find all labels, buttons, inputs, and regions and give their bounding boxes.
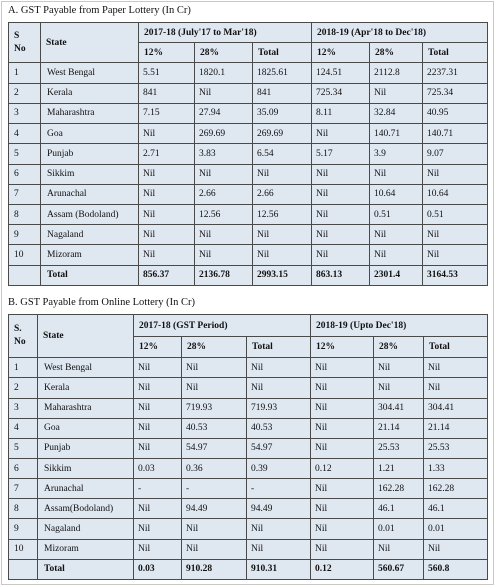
- subheader-4: 12%: [312, 43, 370, 63]
- row-value: 3.9: [370, 144, 423, 164]
- total-value: 910.31: [247, 559, 311, 579]
- subheader-2: 28%: [195, 43, 253, 63]
- row-value: Nil: [311, 499, 374, 519]
- row-value: 46.1: [424, 499, 488, 519]
- row-sno: 8: [9, 204, 41, 224]
- table-row: [9, 164, 488, 184]
- row-state: Maharashtra: [38, 398, 134, 418]
- row-state: West Bengal: [41, 63, 139, 83]
- total-value: 560.67: [374, 559, 424, 579]
- row-value: Nil: [195, 83, 253, 103]
- row-value: Nil: [139, 204, 195, 224]
- row-state: West Bengal: [38, 358, 134, 378]
- row-value: 719.93: [182, 398, 247, 418]
- row-value: 12.56: [195, 204, 253, 224]
- row-value: 841: [253, 83, 312, 103]
- row-value: 5.51: [139, 63, 195, 83]
- total-value: 856.37: [139, 265, 195, 285]
- row-sno: 7: [9, 479, 38, 499]
- table-row: [9, 204, 488, 224]
- row-value: Nil: [195, 164, 253, 184]
- table-row: [9, 184, 488, 204]
- row-value: 124.51: [312, 63, 370, 83]
- row-value: 0.01: [374, 519, 424, 539]
- table-row: [9, 378, 488, 398]
- table-row: [9, 83, 488, 103]
- row-value: Nil: [134, 398, 182, 418]
- row-value: Nil: [374, 539, 424, 559]
- total-value: 863.13: [312, 265, 370, 285]
- row-value: Nil: [311, 378, 374, 398]
- row-state: Arunachal: [38, 479, 134, 499]
- row-state: Nagaland: [41, 225, 139, 245]
- row-value: 8.11: [312, 103, 370, 123]
- total-row: [9, 559, 488, 579]
- row-state: Maharashtra: [41, 103, 139, 123]
- row-value: Nil: [195, 225, 253, 245]
- row-sno: 10: [9, 245, 41, 265]
- total-value: 2301.4: [370, 265, 423, 285]
- row-value: Nil: [423, 245, 488, 265]
- table-row: [9, 245, 488, 265]
- row-value: 25.53: [374, 438, 424, 458]
- sno-header: S. No: [9, 315, 38, 358]
- row-value: Nil: [139, 245, 195, 265]
- row-value: 3.83: [195, 144, 253, 164]
- row-value: 2237.31: [423, 63, 488, 83]
- row-state: Arunachal: [41, 184, 139, 204]
- subheader-1: 12%: [139, 43, 195, 63]
- row-sno: 3: [9, 103, 41, 123]
- row-value: Nil: [374, 358, 424, 378]
- row-value: 94.49: [247, 499, 311, 519]
- row-sno: 1: [9, 358, 38, 378]
- total-label: Total: [41, 265, 139, 285]
- row-value: Nil: [134, 438, 182, 458]
- row-value: Nil: [195, 245, 253, 265]
- row-value: 0.51: [423, 204, 488, 224]
- row-state: Mizoram: [38, 539, 134, 559]
- row-value: 2112.8: [370, 63, 423, 83]
- subheader-4: 12%: [311, 337, 374, 358]
- row-value: 719.93: [247, 398, 311, 418]
- row-value: 10.64: [423, 184, 488, 204]
- row-value: Nil: [253, 245, 312, 265]
- row-value: 5.17: [312, 144, 370, 164]
- row-value: 0.39: [247, 459, 311, 479]
- row-value: Nil: [311, 519, 374, 539]
- row-value: 46.1: [374, 499, 424, 519]
- table-row: [9, 63, 488, 83]
- table-row: [9, 499, 488, 519]
- row-value: 27.94: [195, 103, 253, 123]
- row-value: Nil: [134, 519, 182, 539]
- row-value: 304.41: [424, 398, 488, 418]
- total-value: 560.8: [424, 559, 488, 579]
- row-value: 2.66: [195, 184, 253, 204]
- row-value: 21.14: [424, 418, 488, 438]
- row-value: 2.66: [253, 184, 312, 204]
- row-value: 9.07: [423, 144, 488, 164]
- row-sno: 8: [9, 499, 38, 519]
- row-sno: 9: [9, 225, 41, 245]
- row-value: 6.54: [253, 144, 312, 164]
- row-sno: 2: [9, 378, 38, 398]
- row-value: Nil: [312, 245, 370, 265]
- row-value: 1820.1: [195, 63, 253, 83]
- row-value: 10.64: [370, 184, 423, 204]
- row-value: Nil: [312, 124, 370, 144]
- state-header: State: [41, 23, 139, 63]
- row-value: Nil: [370, 164, 423, 184]
- row-state: Goa: [41, 124, 139, 144]
- row-value: 269.69: [253, 124, 312, 144]
- table-row: [9, 103, 488, 123]
- row-state: Nagaland: [38, 519, 134, 539]
- table-row: [9, 358, 488, 378]
- total-sno-blank: [9, 559, 38, 579]
- row-value: 725.34: [423, 83, 488, 103]
- table-row: [9, 124, 488, 144]
- row-value: Nil: [312, 204, 370, 224]
- total-label: Total: [38, 559, 134, 579]
- row-value: Nil: [370, 245, 423, 265]
- row-value: Nil: [312, 164, 370, 184]
- row-sno: 6: [9, 459, 38, 479]
- row-value: 162.28: [424, 479, 488, 499]
- table-row: [9, 438, 488, 458]
- online-lottery-table: [8, 314, 488, 580]
- row-value: Nil: [311, 398, 374, 418]
- row-value: 725.34: [312, 83, 370, 103]
- row-value: Nil: [139, 124, 195, 144]
- row-value: Nil: [423, 164, 488, 184]
- row-state: Assam(Bodoland): [38, 499, 134, 519]
- row-value: Nil: [374, 378, 424, 398]
- total-sno-blank: [9, 265, 41, 285]
- row-value: 2.71: [139, 144, 195, 164]
- total-value: 0.12: [311, 559, 374, 579]
- row-value: 1.21: [374, 459, 424, 479]
- row-value: 304.41: [374, 398, 424, 418]
- row-value: Nil: [134, 499, 182, 519]
- row-value: Nil: [311, 418, 374, 438]
- total-value: 910.28: [182, 559, 247, 579]
- row-value: 0.36: [182, 459, 247, 479]
- row-sno: 1: [9, 63, 41, 83]
- row-value: Nil: [253, 225, 312, 245]
- row-state: Kerala: [41, 83, 139, 103]
- row-state: Goa: [38, 418, 134, 438]
- total-row: [9, 265, 488, 285]
- row-value: 40.53: [182, 418, 247, 438]
- row-value: 0.51: [370, 204, 423, 224]
- row-value: 162.28: [374, 479, 424, 499]
- row-value: 0.01: [424, 519, 488, 539]
- row-value: Nil: [312, 225, 370, 245]
- row-value: Nil: [247, 358, 311, 378]
- row-state: Kerala: [38, 378, 134, 398]
- row-state: Punjab: [41, 144, 139, 164]
- row-value: -: [247, 479, 311, 499]
- row-sno: 9: [9, 519, 38, 539]
- row-value: 7.15: [139, 103, 195, 123]
- row-sno: 2: [9, 83, 41, 103]
- row-value: 35.09: [253, 103, 312, 123]
- table-row: [9, 479, 488, 499]
- row-sno: 6: [9, 164, 41, 184]
- row-value: 54.97: [182, 438, 247, 458]
- subheader-3: Total: [253, 43, 312, 63]
- table-row: [9, 418, 488, 438]
- row-value: Nil: [424, 378, 488, 398]
- row-value: 32.84: [370, 103, 423, 123]
- period1-header: 2017-18 (July'17 to Mar'18): [139, 23, 312, 43]
- subheader-2: 28%: [182, 337, 247, 358]
- row-state: Sikkim: [38, 459, 134, 479]
- total-value: 0.03: [134, 559, 182, 579]
- row-value: 12.56: [253, 204, 312, 224]
- row-value: Nil: [182, 378, 247, 398]
- subheader-5: 28%: [370, 43, 423, 63]
- total-value: 3164.53: [423, 265, 488, 285]
- table-row: [9, 144, 488, 164]
- sno-header: S No: [9, 23, 41, 63]
- period2-header: 2018-19 (Apr'18 to Dec'18): [312, 23, 488, 43]
- row-value: Nil: [139, 225, 195, 245]
- row-value: 140.71: [370, 124, 423, 144]
- period2-header: 2018-19 (Upto Dec'18): [311, 315, 488, 337]
- row-state: Punjab: [38, 438, 134, 458]
- row-value: Nil: [311, 479, 374, 499]
- row-value: 269.69: [195, 124, 253, 144]
- total-value: 2136.78: [195, 265, 253, 285]
- total-value: 2993.15: [253, 265, 312, 285]
- row-value: Nil: [311, 438, 374, 458]
- state-header: State: [38, 315, 134, 358]
- table-row: [9, 398, 488, 418]
- row-value: Nil: [370, 83, 423, 103]
- paper-lottery-caption: A. GST Payable from Paper Lottery (In Cr): [8, 5, 191, 16]
- row-value: Nil: [247, 378, 311, 398]
- row-value: Nil: [370, 225, 423, 245]
- subheader-6: Total: [423, 43, 488, 63]
- table-row: [9, 225, 488, 245]
- row-value: -: [182, 479, 247, 499]
- row-value: Nil: [253, 164, 312, 184]
- online-lottery-caption: B. GST Payable from Online Lottery (In Cr): [8, 297, 196, 308]
- table-row: [9, 539, 488, 559]
- paper-lottery-table: [8, 22, 488, 286]
- table-row: [9, 459, 488, 479]
- row-value: Nil: [423, 225, 488, 245]
- row-value: Nil: [139, 184, 195, 204]
- row-value: 0.12: [311, 459, 374, 479]
- row-value: 21.14: [374, 418, 424, 438]
- row-value: Nil: [311, 358, 374, 378]
- row-value: Nil: [311, 539, 374, 559]
- row-state: Mizoram: [41, 245, 139, 265]
- row-value: Nil: [182, 519, 247, 539]
- row-value: 94.49: [182, 499, 247, 519]
- row-value: 40.95: [423, 103, 488, 123]
- row-value: 40.53: [247, 418, 311, 438]
- table-row: [9, 519, 488, 539]
- row-value: Nil: [424, 539, 488, 559]
- row-value: Nil: [247, 539, 311, 559]
- row-value: Nil: [247, 519, 311, 539]
- row-value: Nil: [134, 378, 182, 398]
- row-value: 54.97: [247, 438, 311, 458]
- row-value: Nil: [134, 539, 182, 559]
- row-sno: 3: [9, 398, 38, 418]
- row-sno: 4: [9, 124, 41, 144]
- row-sno: 4: [9, 418, 38, 438]
- row-value: Nil: [134, 418, 182, 438]
- row-state: Assam (Bodoland): [41, 204, 139, 224]
- row-value: 841: [139, 83, 195, 103]
- row-sno: 10: [9, 539, 38, 559]
- row-value: Nil: [139, 164, 195, 184]
- row-sno: 7: [9, 184, 41, 204]
- subheader-1: 12%: [134, 337, 182, 358]
- row-state: Sikkim: [41, 164, 139, 184]
- row-value: 1825.61: [253, 63, 312, 83]
- row-value: Nil: [182, 539, 247, 559]
- period1-header: 2017-18 (GST Period): [134, 315, 311, 337]
- row-value: 140.71: [423, 124, 488, 144]
- subheader-5: 28%: [374, 337, 424, 358]
- row-sno: 5: [9, 438, 38, 458]
- row-value: Nil: [312, 184, 370, 204]
- subheader-6: Total: [424, 337, 488, 358]
- row-value: -: [134, 479, 182, 499]
- row-value: 25.53: [424, 438, 488, 458]
- row-value: 1.33: [424, 459, 488, 479]
- row-value: Nil: [182, 358, 247, 378]
- row-sno: 5: [9, 144, 41, 164]
- row-value: 0.03: [134, 459, 182, 479]
- row-value: Nil: [424, 358, 488, 378]
- subheader-3: Total: [247, 337, 311, 358]
- row-value: Nil: [134, 358, 182, 378]
